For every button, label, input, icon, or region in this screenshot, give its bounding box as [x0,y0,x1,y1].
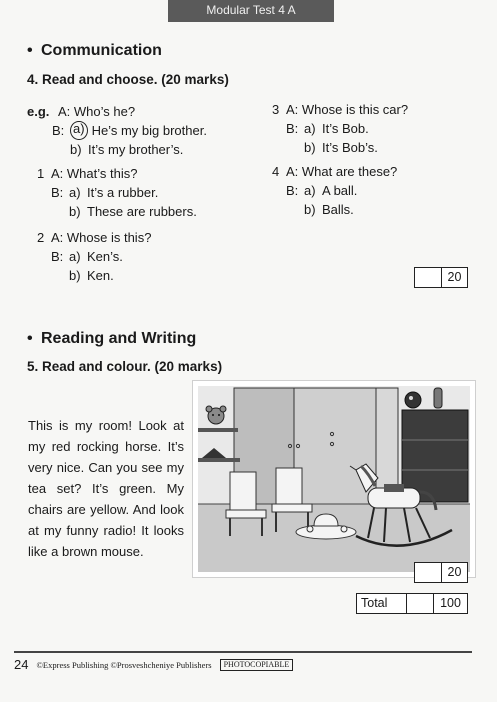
option-a-text: He’s my big brother. [91,123,207,138]
question-2 [37,228,151,285]
room-picture [193,381,475,577]
option-a-text: A ball. [322,183,358,198]
question-number: e.g. [27,104,50,119]
page-number: 24 [14,657,29,672]
option-a-label[interactable]: a) [69,249,81,264]
question-number: 4 [272,164,280,179]
score-max: 20 [447,565,462,579]
option-b-label[interactable]: b) [69,268,81,283]
reading-paragraph: This is my room! Look at my red rocking horse. It’s very nice. Can you see my tea set? It’s green. My chairs are yellow. And look at my funny radio! It looks like a brown mouse. [28,418,184,559]
score-entry-cell[interactable] [415,268,442,287]
task-4-title: 4. Read and choose. (20 marks) [27,72,229,87]
option-b-label[interactable]: b) [304,202,316,217]
option-b-label[interactable]: b) [70,142,82,157]
test-banner: Modular Test 4 A [168,0,334,22]
publisher-credits: ©Express Publishing ©Prosveshcheniye Publishers [36,659,212,670]
answer-b-label: B: [51,185,64,200]
score-entry-cell[interactable] [415,563,442,582]
total-label: Total [357,594,407,613]
answer-b-label: B: [286,183,299,198]
score-max: 20 [447,270,462,284]
question-text: A: Whose is this? [51,230,152,245]
bullet-icon: • [27,330,33,347]
option-b-text: Ken. [87,268,114,283]
section-title: Reading and Writing [41,330,197,347]
option-a-label[interactable]: a) [304,183,316,198]
section-communication-heading [27,42,162,60]
question-text: A: What’s this? [51,166,138,181]
question-number: 2 [37,230,45,245]
footer-divider [14,651,472,653]
option-a-label[interactable]: a) [69,185,81,200]
answer-b-label: B: [286,121,299,136]
example-question [27,102,207,159]
option-b-text: Balls. [322,202,354,217]
answer-b-label: B: [51,249,64,264]
question-text: A: What are these? [286,164,398,179]
option-a-circled[interactable]: a) [70,121,88,140]
option-b-label[interactable]: b) [304,140,316,155]
footer [14,657,293,672]
task-4-score-box [414,267,468,288]
bullet-icon: • [27,42,33,59]
option-b-text: It’s my brother’s. [88,142,184,157]
option-a-label[interactable]: a) [304,121,316,136]
section-reading-heading [27,330,196,348]
option-b-text: These are rubbers. [87,204,197,219]
task-5-title: 5. Read and colour. (20 marks) [27,359,223,374]
question-3 [272,100,408,157]
total-max: 100 [440,596,461,610]
answer-b-label: B: [52,123,65,138]
option-a-text: It’s Bob. [322,121,369,136]
option-a-text: Ken’s. [87,249,123,264]
photocopiable-stamp: PHOTOCOPIABLE [220,659,294,671]
question-text: A: Whose is this car? [286,102,409,117]
option-b-text: It’s Bob’s. [322,140,378,155]
question-4 [272,162,397,219]
option-a-text: It’s a rubber. [87,185,159,200]
question-number: 3 [272,102,280,117]
total-entry-cell[interactable] [407,594,434,613]
total-score-box [356,593,468,614]
question-1 [37,164,197,221]
question-number: 1 [37,166,45,181]
option-b-label[interactable]: b) [69,204,81,219]
section-title: Communication [41,42,162,59]
task-5-score-box [414,562,468,583]
question-text: A: Who’s he? [58,104,136,119]
